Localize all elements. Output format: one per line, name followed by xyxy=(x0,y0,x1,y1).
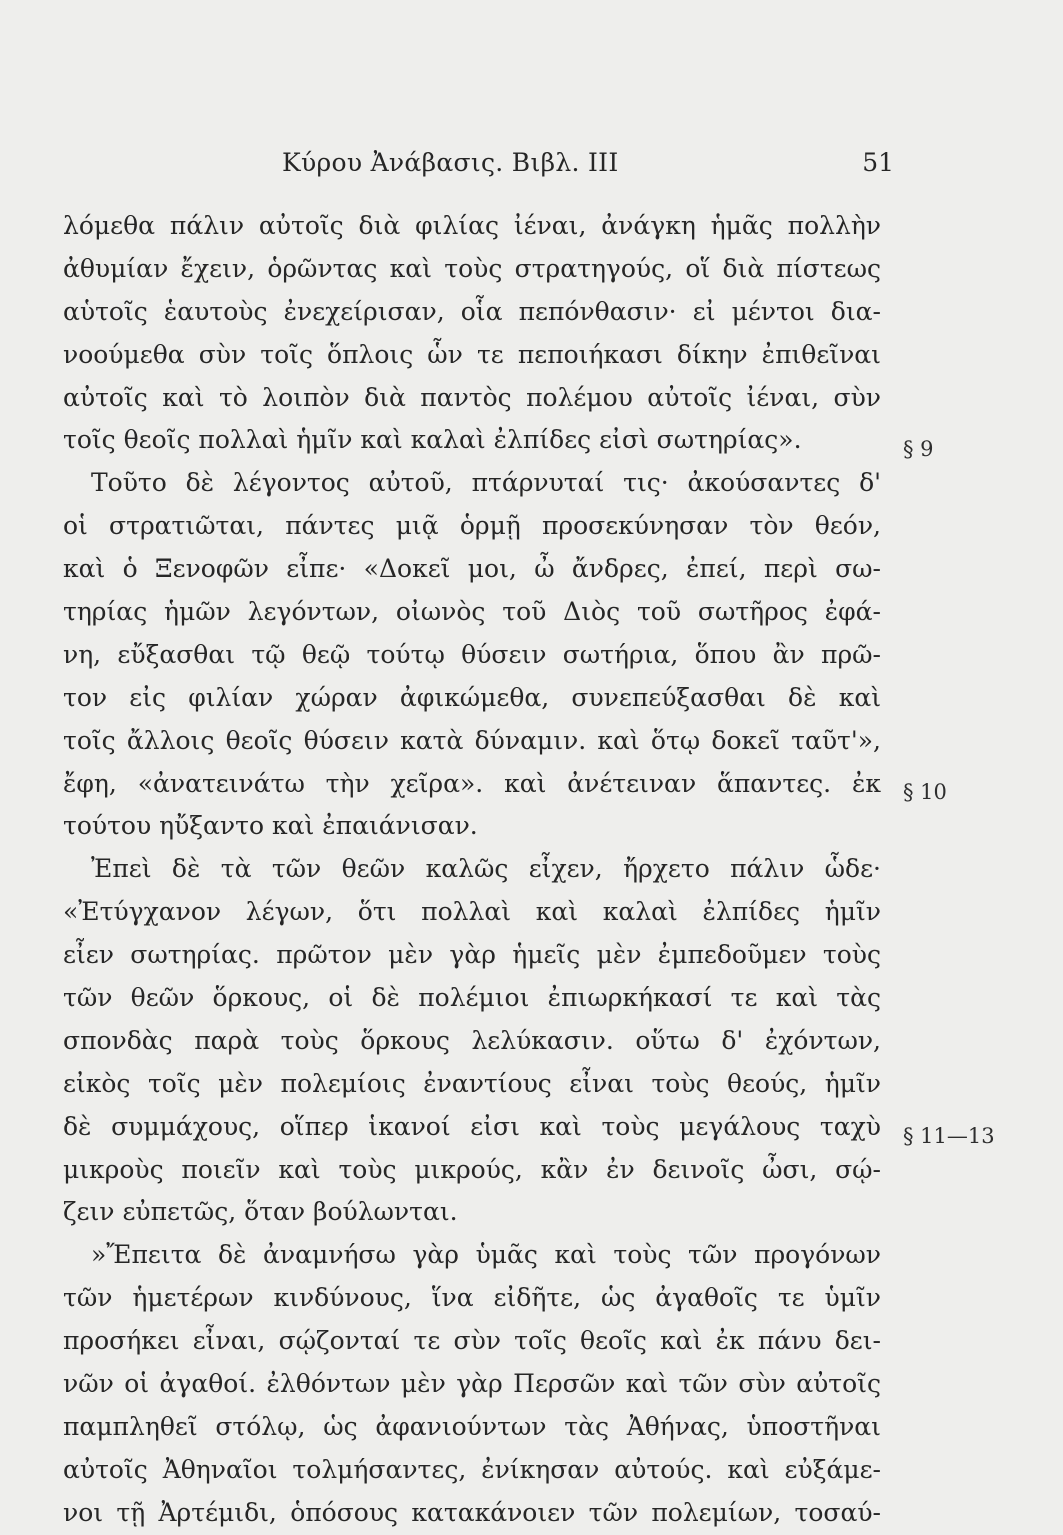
text-line: εἶεν σωτηρίας. πρῶτον μὲν γὰρ ἡμεῖς μὲν ἐμπεδοῦμεν τοὺς xyxy=(63,940,881,970)
page-header xyxy=(282,148,894,182)
text-line: τῶν θεῶν ὅρκους, οἱ δὲ πολέμιοι ἐπιωρκήκασί τε καὶ τὰς xyxy=(63,983,881,1013)
text-line: τῶν ἡμετέρων κινδύνους, ἵνα εἰδῆτε, ὡς ἀγαθοῖς τε ὑμῖν xyxy=(63,1283,881,1313)
text-line: μικροὺς ποιεῖν καὶ τοὺς μικρούς, κἂν ἐν δεινοῖς ὦσι, σῴ- xyxy=(63,1154,881,1184)
text-line: τον εἰς φιλίαν χώραν ἀφικώμεθα, συνεπεύξασθαι δὲ καὶ xyxy=(63,682,881,712)
text-line: τούτου ηὔξαντο καὶ ἐπαιάνισαν. xyxy=(63,811,478,841)
text-line: προσήκει εἶναι, σῴζονταί τε σὺν τοῖς θεοῖς καὶ ἐκ πάνυ δει- xyxy=(63,1326,881,1356)
section-marker-10: § 10 xyxy=(903,780,947,804)
text-line: δὲ συμμάχους, οἵπερ ἱκανοί εἰσι καὶ τοὺς μεγάλους ταχὺ xyxy=(63,1111,881,1141)
text-line: λόμεθα πάλιν αὐτοῖς διὰ φιλίας ἰέναι, ἀνάγκη ἡμᾶς πολλὴν xyxy=(63,211,881,240)
text-line: τοῖς ἄλλοις θεοῖς θύσειν κατὰ δύναμιν. καὶ ὅτῳ δοκεῖ ταῦτ'», xyxy=(63,725,881,755)
text-line: «Ἐτύγχανον λέγων, ὅτι πολλαὶ καὶ καλαὶ ἐλπίδες ἡμῖν xyxy=(63,897,881,927)
text-line: παμπληθεῖ στόλῳ, ὡς ἀφανιούντων τὰς Ἀθήνας, ὑποστῆναι xyxy=(63,1411,881,1441)
text-line: νῶν οἱ ἀγαθοί. ἐλθόντων μὲν γὰρ Περσῶν καὶ τῶν σὺν αὐτοῖς xyxy=(63,1369,881,1399)
section-marker-11-13: § 11—13 xyxy=(903,1124,995,1148)
text-line: οἱ στρατιῶται, πάντες μιᾷ ὁρμῇ προσεκύνησαν τὸν θεόν, xyxy=(63,511,881,541)
text-line: Ἐπεὶ δὲ τὰ τῶν θεῶν καλῶς εἶχεν, ἤρχετο πάλιν ὧδε· xyxy=(91,854,881,884)
text-line: αὐτοῖς Ἀθηναῖοι τολμήσαντες, ἐνίκησαν αὐτούς. καὶ εὐξάμε- xyxy=(63,1454,881,1484)
running-head: Κύρου Ἀνάβασις. Βιβλ. III xyxy=(282,148,619,177)
text-line: τηρίας ἡμῶν λεγόντων, οἰωνὸς τοῦ Διὸς τοῦ σωτῆρος ἐφά- xyxy=(63,597,881,627)
text-line: νοούμεθα σὺν τοῖς ὅπλοις ὧν τε πεποιήκασι δίκην ἐπιθεῖναι xyxy=(63,339,881,369)
text-line: »Ἔπειτα δὲ ἀναμνήσω γὰρ ὑμᾶς καὶ τοὺς τῶν προγόνων xyxy=(91,1240,881,1270)
text-line: νοι τῇ Ἀρτέμιδι, ὁπόσους κατακάνοιεν τῶν πολεμίων, τοσαύ- xyxy=(63,1497,881,1527)
text-line: εἰκὸς τοῖς μὲν πολεμίοις ἐναντίους εἶναι τοὺς θεούς, ἡμῖν xyxy=(63,1068,881,1098)
text-line: αὑτοῖς ἑαυτοὺς ἐνεχείρισαν, οἷα πεπόνθασιν· εἰ μέντοι δια- xyxy=(63,296,881,326)
text-line: τοῖς θεοῖς πολλαὶ ἡμῖν καὶ καλαὶ ἐλπίδες εἰσὶ σωτηρίας». xyxy=(63,425,802,455)
text-line: Τοῦτο δὲ λέγοντος αὐτοῦ, πτάρνυταί τις· ἀκούσαντες δ' xyxy=(91,468,881,498)
text-line: ζειν εὐπετῶς, ὅταν βούλωνται. xyxy=(63,1197,458,1227)
text-line: καὶ ὁ Ξενοφῶν εἶπε· «Δοκεῖ μοι, ὦ ἄνδρες, ἐπεί, περὶ σω- xyxy=(63,554,881,584)
text-line: σπονδὰς παρὰ τοὺς ὅρκους λελύκασιν. οὕτω δ' ἐχόντων, xyxy=(63,1025,881,1055)
text-line: αὐτοῖς καὶ τὸ λοιπὸν διὰ παντὸς πολέμου αὐτοῖς ἰέναι, σὺν xyxy=(63,382,881,412)
text-line: ἀθυμίαν ἔχειν, ὁρῶντας καὶ τοὺς στρατηγούς, οἵ διὰ πίστεως xyxy=(63,253,881,283)
section-marker-9: § 9 xyxy=(903,437,934,461)
body-text xyxy=(63,205,881,1535)
text-line: νη, εὔξασθαι τῷ θεῷ τούτῳ θύσειν σωτήρια, ὅπου ἂν πρῶ- xyxy=(63,639,881,669)
page-number: 51 xyxy=(862,148,894,177)
text-line: ἔφη, «ἀνατεινάτω τὴν χεῖρα». καὶ ἀνέτειναν ἅπαντες. ἐκ xyxy=(63,768,881,798)
